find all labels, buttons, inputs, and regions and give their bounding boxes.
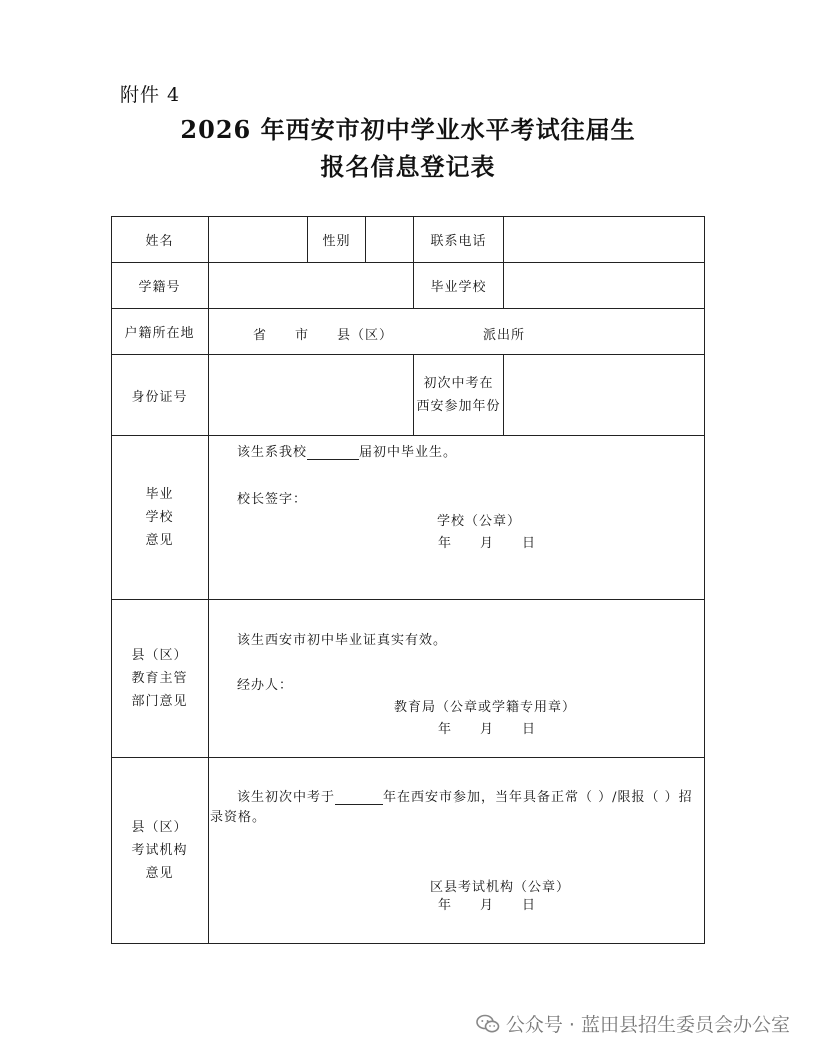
first-exam-year-label-line2: 西安参加年份 — [416, 399, 501, 414]
principal-signature-label: 校长签字： — [237, 492, 308, 507]
first-exam-year-blank[interactable] — [335, 790, 383, 805]
school-opinion-label-line: 毕业 — [145, 487, 174, 502]
exam-agency-opinion-label-line: 考试机构 — [131, 842, 188, 858]
household-label: 户籍所在地 — [124, 326, 195, 341]
id-number-label: 身份证号 — [131, 389, 188, 405]
grad-school-field[interactable] — [504, 263, 704, 308]
student-id-label: 学籍号 — [138, 280, 181, 295]
phone-label: 联系电话 — [430, 233, 487, 249]
exam-agency-text-after: 年在西安市参加，当年具备正常（ ）/限报（ ）招 — [383, 790, 693, 805]
exam-agency-statement — [237, 786, 693, 805]
watermark — [476, 1010, 790, 1037]
form-title-line-2: 报名信息登记表 — [320, 152, 496, 181]
attachment-label: 附件 4 — [120, 84, 181, 106]
edu-dept-statement: 该生西安市初中毕业证真实有效。 — [237, 633, 448, 648]
edu-dept-seal-label: 教育局（公章或学籍专用章） — [394, 700, 577, 715]
name-field[interactable] — [209, 216, 307, 262]
student-id-field[interactable] — [209, 263, 413, 308]
first-exam-year-label-line1: 初次中考在 — [423, 376, 494, 391]
exam-agency-seal-label: 区县考试机构（公章） — [430, 880, 571, 895]
phone-field[interactable] — [504, 216, 704, 262]
province-label: 省 — [253, 328, 268, 343]
exam-agency-opinion-label-line: 县（区） — [131, 819, 188, 835]
school-seal-label: 学校（公章） — [437, 514, 522, 529]
school-opinion-date: 年 月 日 — [438, 536, 537, 551]
name-label: 姓名 — [145, 233, 174, 249]
school-opinion-label-line: 意见 — [145, 533, 174, 548]
watermark-text: 公众号 · 蓝田县招生委员会办公室 — [505, 1014, 790, 1036]
first-exam-year-field[interactable] — [504, 355, 704, 435]
exam-agency-opinion-label-line: 意见 — [145, 865, 174, 881]
gender-label: 性别 — [322, 233, 351, 249]
county-label: 县（区） — [337, 328, 394, 343]
gender-field[interactable] — [366, 216, 413, 262]
exam-agency-opinion-label — [111, 758, 208, 942]
edu-dept-opinion-label-line: 部门意见 — [131, 694, 188, 709]
exam-agency-opinion-date: 年 月 日 — [438, 898, 537, 913]
handler-label: 经办人： — [237, 678, 294, 693]
first-exam-year-label — [414, 355, 503, 435]
id-number-field[interactable] — [209, 355, 413, 435]
exam-agency-text-before: 该生初次中考于 — [237, 790, 336, 805]
form-title-line-1: 2026 年西安市初中学业水平考试往届生 — [180, 115, 636, 144]
edu-dept-opinion-date: 年 月 日 — [438, 722, 537, 737]
grad-school-label: 毕业学校 — [430, 280, 487, 295]
edu-dept-opinion-label-line: 县（区） — [131, 648, 188, 663]
police-station-label: 派出所 — [483, 328, 526, 343]
school-opinion-text-after: 届初中毕业生。 — [359, 445, 458, 460]
school-opinion-statement — [237, 441, 457, 460]
edu-dept-opinion-label — [111, 600, 208, 757]
school-opinion-label — [111, 436, 208, 599]
column-divider — [208, 216, 209, 944]
exam-agency-statement-line2: 录资格。 — [210, 810, 267, 825]
wechat-icon — [476, 1014, 500, 1034]
school-opinion-label-line: 学校 — [145, 510, 174, 525]
city-label: 市 — [295, 328, 310, 343]
edu-dept-opinion-label-line: 教育主管 — [131, 671, 188, 686]
registration-form-table — [111, 216, 705, 944]
school-opinion-text-before: 该生系我校 — [237, 445, 308, 460]
graduation-year-blank[interactable] — [307, 445, 359, 460]
